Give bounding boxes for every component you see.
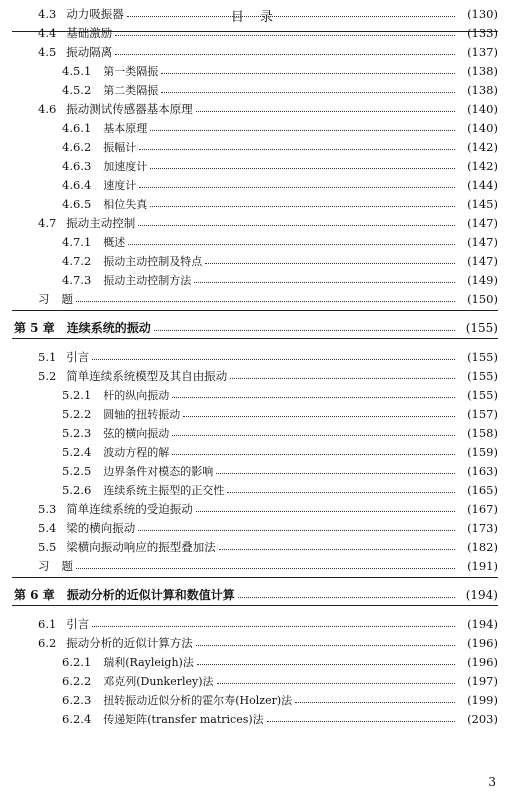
dot-leader <box>230 378 455 379</box>
toc-entry-title: 题 <box>61 558 73 573</box>
toc-entry[interactable] <box>0 232 510 251</box>
toc-entry-number: 5.2.6 <box>62 482 92 497</box>
toc-exercise-entry[interactable] <box>0 556 510 575</box>
toc-entry-number: 4.6.4 <box>62 177 92 192</box>
toc-entry-title: 振动主动控制 <box>66 215 136 230</box>
toc-entry-page: (194) <box>465 587 498 602</box>
toc-entry[interactable] <box>0 347 510 366</box>
toc-entry-page: (158) <box>467 425 498 440</box>
toc-entry-title: 基本原理 <box>103 121 148 135</box>
dot-leader <box>138 225 455 226</box>
toc-entry-number: 6.1 <box>38 616 57 631</box>
toc-entry-number: 4.7.3 <box>62 272 92 287</box>
toc-entry-page: (130) <box>467 6 498 21</box>
toc-entry[interactable] <box>0 137 510 156</box>
chapter-divider-rule <box>12 577 498 578</box>
dot-leader <box>150 130 455 131</box>
dot-leader <box>219 549 455 550</box>
toc-entry-number: 4.7.2 <box>62 253 92 268</box>
dot-leader <box>267 721 455 722</box>
dot-leader <box>196 645 455 646</box>
toc-entry[interactable] <box>0 251 510 270</box>
dot-leader <box>154 330 455 331</box>
toc-entry-title: 动力吸振器 <box>66 6 124 21</box>
dot-leader <box>295 702 455 703</box>
dot-leader <box>205 263 455 264</box>
toc-entry[interactable] <box>0 80 510 99</box>
toc-entry[interactable] <box>0 461 510 480</box>
page-header-title: 目 录 <box>230 10 280 25</box>
toc-entry[interactable] <box>0 537 510 556</box>
toc-entry-number: 6.2.1 <box>62 654 92 669</box>
dot-leader <box>238 597 455 598</box>
toc-entry-number: 5.2 <box>38 368 57 383</box>
dot-leader <box>139 187 455 188</box>
toc-entry[interactable] <box>0 61 510 80</box>
toc-entry-title: 振动隔离 <box>66 44 113 59</box>
toc-entry-number: 6.2 <box>38 635 57 650</box>
toc-entry-title: 简单连续系统模型及其自由振动 <box>66 368 228 383</box>
dot-leader <box>127 16 455 17</box>
dot-leader <box>194 282 455 283</box>
toc-entry-title: 引言 <box>66 349 90 364</box>
dot-leader <box>161 73 455 74</box>
toc-entry-page: (163) <box>467 463 498 478</box>
toc-chapter-entry[interactable] <box>0 585 510 604</box>
toc-entry-number: 6.2.3 <box>62 692 92 707</box>
toc-entry-title: 加速度计 <box>103 159 148 173</box>
toc-entry-number: 4.6 <box>38 101 57 116</box>
toc-entry[interactable] <box>0 366 510 385</box>
toc-entry-title: 第二类隔振 <box>103 83 159 97</box>
toc-entry[interactable] <box>0 652 510 671</box>
dot-leader <box>150 206 455 207</box>
toc-entry[interactable] <box>0 499 510 518</box>
toc-entry-page: (145) <box>467 196 498 211</box>
toc-entry-title: 弦的横向振动 <box>103 426 170 440</box>
toc-entry[interactable] <box>0 709 510 728</box>
dot-leader <box>150 168 455 169</box>
toc-entry-number: 5.4 <box>38 520 57 535</box>
toc-entry-page: (147) <box>467 234 498 249</box>
dot-leader <box>196 111 455 112</box>
dot-leader <box>172 397 455 398</box>
toc-entry-number: 4.4 <box>38 25 57 40</box>
toc-entry-number: 5.1 <box>38 349 57 364</box>
toc-entry-title: 梁横向振动响应的振型叠加法 <box>66 539 216 554</box>
toc-entry-title: 速度计 <box>103 178 137 192</box>
toc-entry-page: (157) <box>467 406 498 421</box>
toc-entry-title: 振动测试传感器基本原理 <box>66 101 193 116</box>
toc-entry-title: 振动分析的近似计算和数值计算 <box>66 588 235 602</box>
toc-entry-page: (142) <box>467 158 498 173</box>
toc-entry-title: 梁的横向振动 <box>66 520 136 535</box>
dot-leader <box>138 530 455 531</box>
toc-entry-title: 传递矩阵(transfer matrices)法 <box>103 712 264 726</box>
toc-entry-page: (142) <box>467 139 498 154</box>
dot-leader <box>197 664 455 665</box>
toc-entry[interactable] <box>0 404 510 423</box>
dot-leader <box>196 511 455 512</box>
toc-entry-page: (173) <box>467 520 498 535</box>
toc-entry-page: (165) <box>467 482 498 497</box>
toc-entry[interactable] <box>0 671 510 690</box>
toc-entry-page: (155) <box>465 320 498 335</box>
toc-entry-page: (159) <box>467 444 498 459</box>
toc-entry-page: (133) <box>467 25 498 40</box>
toc-entry-number: 4.6.1 <box>62 120 92 135</box>
toc-entry-number: 4.6.5 <box>62 196 92 211</box>
toc-entry[interactable] <box>0 270 510 289</box>
toc-entry-number: 5.2.1 <box>62 387 92 402</box>
toc-entry-title: 波动方程的解 <box>103 445 170 459</box>
toc-entry-page: (147) <box>467 215 498 230</box>
toc-entry-page: (155) <box>467 368 498 383</box>
toc-entry-number: 4.5.2 <box>62 82 92 97</box>
page-number: 3 <box>488 775 496 789</box>
toc-entry-page: (140) <box>467 120 498 135</box>
toc-entry-page: (203) <box>467 711 498 726</box>
toc-entry[interactable] <box>0 614 510 633</box>
toc-entry-title: 振动主动控制及特点 <box>103 254 203 268</box>
toc-entry-number: 4.7 <box>38 215 57 230</box>
toc-chapter-entry[interactable] <box>0 318 510 337</box>
toc-entry-page: (197) <box>467 673 498 688</box>
toc-entry[interactable] <box>0 423 510 442</box>
toc-entry-number: 5.2.4 <box>62 444 92 459</box>
dot-leader <box>172 454 455 455</box>
toc-exercise-entry[interactable] <box>0 289 510 308</box>
dot-leader <box>227 492 455 493</box>
toc-entry-number: 5.3 <box>38 501 57 516</box>
toc-entry-title: 杆的纵向振动 <box>103 388 170 402</box>
toc-entry[interactable] <box>0 385 510 404</box>
toc-entry-number: 6.2.2 <box>62 673 92 688</box>
toc-entry-number: 4.3 <box>38 6 57 21</box>
toc-entry[interactable] <box>0 442 510 461</box>
toc-entry-title: 振幅计 <box>103 140 137 154</box>
toc-entry-title: 相位失真 <box>103 197 148 211</box>
toc-entry-title: 基础激励 <box>66 25 113 40</box>
toc-entry-number: 第 6 章 <box>14 588 55 602</box>
dot-leader <box>161 92 455 93</box>
toc-entry-title: 瑞利(Rayleigh)法 <box>103 655 194 669</box>
toc-entry-page: (138) <box>467 63 498 78</box>
toc-entry-page: (137) <box>467 44 498 59</box>
toc-entry-title: 振动分析的近似计算方法 <box>66 635 193 650</box>
dot-leader <box>216 473 455 474</box>
toc-entry[interactable] <box>0 194 510 213</box>
toc-entry-title: 边界条件对模态的影响 <box>103 464 214 478</box>
toc-entry-page: (150) <box>467 291 498 306</box>
toc-entry-number: 习 <box>38 558 50 573</box>
toc-entry[interactable] <box>0 4 510 23</box>
dot-leader <box>76 568 455 569</box>
toc-entry-page: (138) <box>467 82 498 97</box>
toc-entry-number: 4.5.1 <box>62 63 92 78</box>
toc-entry[interactable] <box>0 480 510 499</box>
dot-leader <box>183 416 455 417</box>
toc-entry[interactable] <box>0 213 510 232</box>
toc-entry-number: 第 5 章 <box>14 321 55 335</box>
toc-entry[interactable] <box>0 690 510 709</box>
toc-entry-page: (155) <box>467 387 498 402</box>
toc-entry-page: (149) <box>467 272 498 287</box>
dot-leader <box>76 301 455 302</box>
toc-entry-number: 4.6.3 <box>62 158 92 173</box>
toc-entry-page: (196) <box>467 635 498 650</box>
toc-entry-page: (147) <box>467 253 498 268</box>
chapter-divider-rule <box>12 310 498 311</box>
chapter-divider-rule <box>12 338 498 339</box>
toc-entry-title: 简单连续系统的受迫振动 <box>66 501 193 516</box>
toc-entry-title: 引言 <box>66 616 90 631</box>
dot-leader <box>217 683 455 684</box>
toc-entry-page: (167) <box>467 501 498 516</box>
toc-entry-title: 振动主动控制方法 <box>103 273 192 287</box>
toc-entry-page: (191) <box>467 558 498 573</box>
toc-entry-title: 扭转振动近似分析的霍尔寿(Holzer)法 <box>103 693 293 707</box>
toc-entry-number: 4.7.1 <box>62 234 92 249</box>
toc-entry-page: (140) <box>467 101 498 116</box>
toc-entry-number: 4.5 <box>38 44 57 59</box>
dot-leader <box>115 54 455 55</box>
toc-entry-page: (155) <box>467 349 498 364</box>
toc-entry[interactable] <box>0 42 510 61</box>
chapter-divider-rule <box>12 605 498 606</box>
toc-entry-page: (182) <box>467 539 498 554</box>
toc-entry[interactable] <box>0 118 510 137</box>
toc-entry-title: 题 <box>61 291 73 306</box>
toc-entry-title: 概述 <box>103 235 126 249</box>
toc-entry-page: (199) <box>467 692 498 707</box>
toc-entry-title: 连续系统的振动 <box>66 321 151 335</box>
dot-leader <box>139 149 455 150</box>
toc-entry-page: (194) <box>467 616 498 631</box>
toc-entry[interactable] <box>0 633 510 652</box>
toc-entry-number: 习 <box>38 291 50 306</box>
toc-entry-number: 6.2.4 <box>62 711 92 726</box>
dot-leader <box>92 626 455 627</box>
toc-entry[interactable] <box>0 23 510 42</box>
toc-entry-page: (196) <box>467 654 498 669</box>
toc-entry[interactable] <box>0 99 510 118</box>
dot-leader <box>172 435 455 436</box>
toc-entry-title: 第一类隔振 <box>103 64 159 78</box>
toc-entry-title: 圆轴的扭转振动 <box>103 407 181 421</box>
toc-entry[interactable] <box>0 175 510 194</box>
toc-entry-page: (144) <box>467 177 498 192</box>
toc-entry[interactable] <box>0 156 510 175</box>
toc-entry-title: 邓克列(Dunkerley)法 <box>103 674 214 688</box>
toc-entry-title: 连续系统主振型的正交性 <box>103 483 225 497</box>
toc-entry-number: 5.2.2 <box>62 406 92 421</box>
toc-entry[interactable] <box>0 518 510 537</box>
dot-leader <box>115 35 455 36</box>
toc-entry-number: 5.5 <box>38 539 57 554</box>
toc-entry-number: 4.6.2 <box>62 139 92 154</box>
toc-entry-number: 5.2.5 <box>62 463 92 478</box>
dot-leader <box>128 244 455 245</box>
dot-leader <box>92 359 455 360</box>
toc-entry-number: 5.2.3 <box>62 425 92 440</box>
